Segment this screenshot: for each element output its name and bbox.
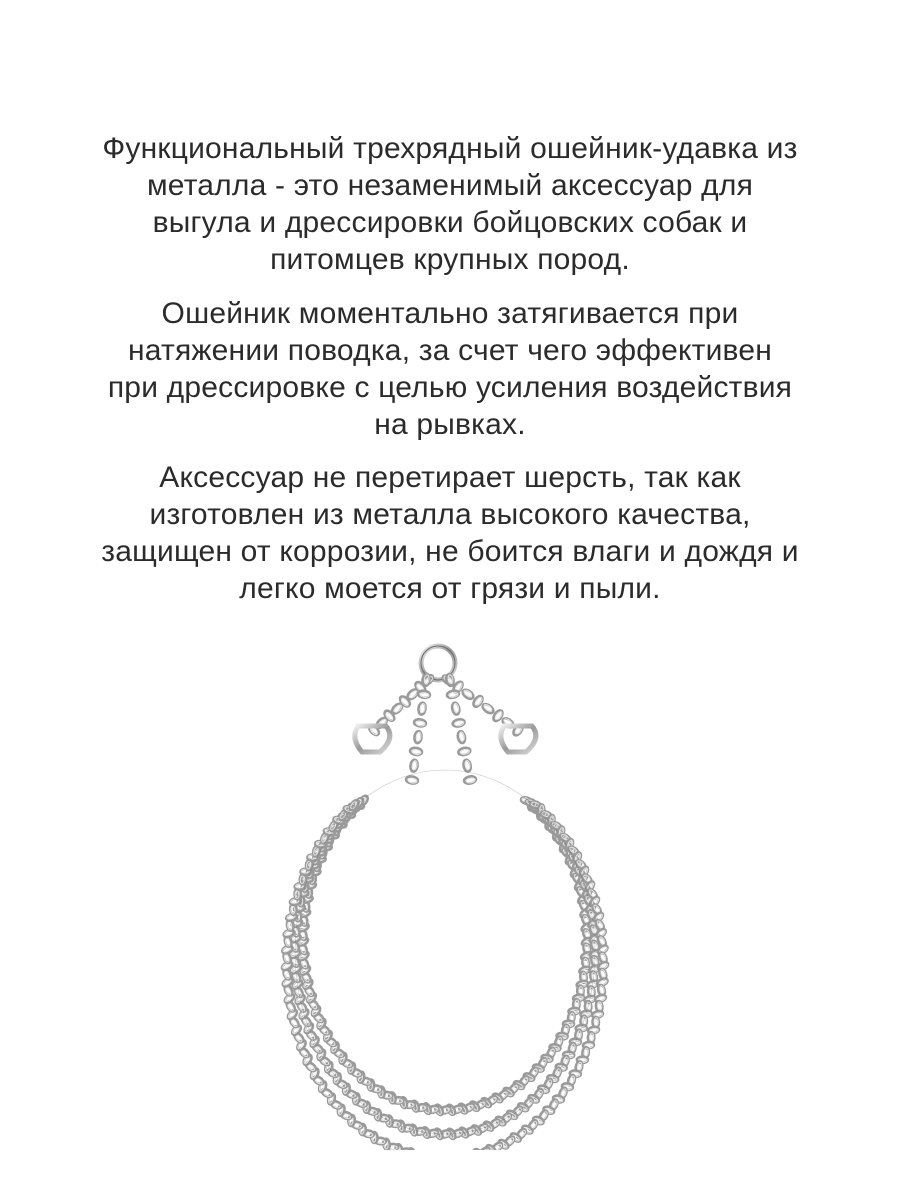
- text-line: легко моется от грязи и пыли.: [239, 572, 661, 605]
- text-line: Аксессуар не перетирает шерсть, так как: [159, 461, 741, 494]
- text-line: металла - это незаменимый аксессуар для: [146, 169, 754, 202]
- chain-link: [461, 688, 475, 701]
- text-line: защищен от коррозии, не боится влаги и дождя и: [101, 535, 799, 568]
- text-line: натяжении поводка, за счет чего эффективен: [128, 334, 772, 367]
- text-line: на рывках.: [374, 408, 526, 441]
- collar-chain-rows: [281, 770, 610, 1150]
- text-line: Ошейник моментально затягивается при: [161, 297, 739, 330]
- chain-link: [481, 702, 495, 715]
- chain-link: [312, 1075, 325, 1086]
- text-line: выгула и дрессировки бойцовских собак и: [152, 206, 748, 239]
- text-line: Функциональный трехрядный ошейник-удавка из: [102, 132, 798, 165]
- description-paragraph-2: [0, 295, 900, 443]
- triple-chain-collar-icon: [250, 630, 650, 1150]
- right-d-ring: [501, 726, 536, 752]
- text-line: питомцев крупных пород.: [270, 243, 630, 276]
- text-line: при дрессировке с целью усиления воздействия: [107, 371, 793, 404]
- collar-product-image: [250, 630, 650, 1150]
- description-paragraph-3: [0, 459, 900, 607]
- description-paragraph-1: [0, 130, 900, 278]
- text-line: изготовлен из металла высокого качества,: [149, 498, 751, 531]
- left-d-ring: [355, 726, 390, 752]
